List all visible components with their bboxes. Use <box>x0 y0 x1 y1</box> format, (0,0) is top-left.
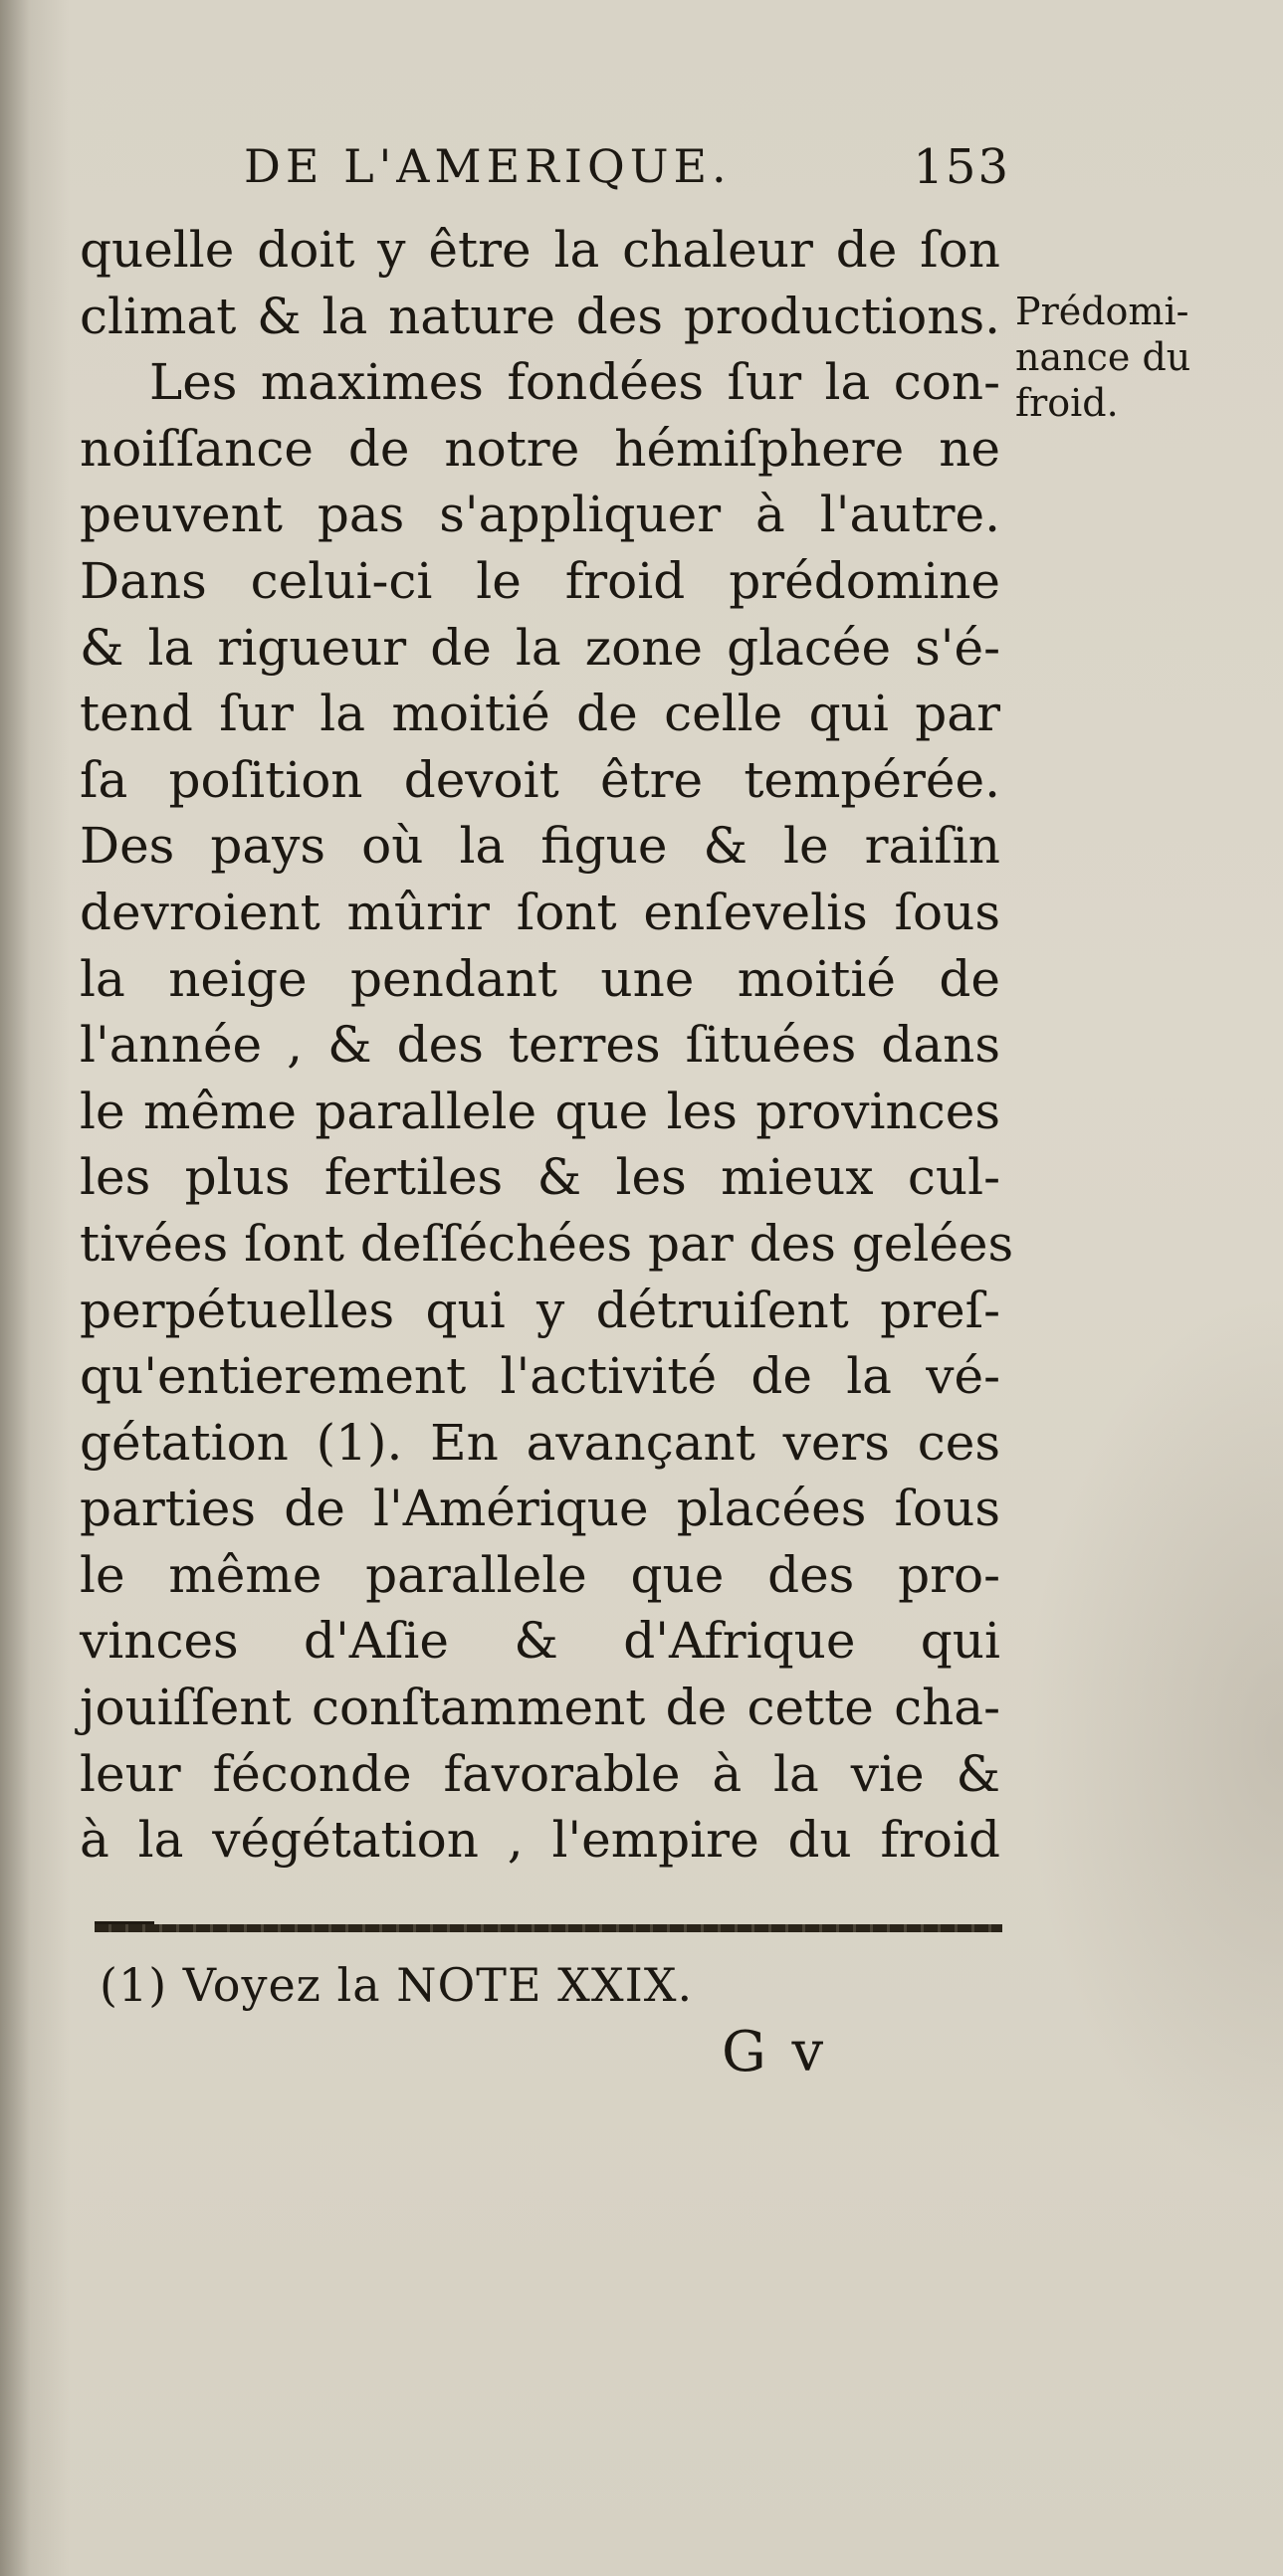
text-line: leur féconde favorable à la vie & <box>80 1744 1000 1803</box>
signature-mark: G v <box>722 2020 828 2084</box>
paragraph-first-line: Les maximes fondées ſur la con- <box>149 353 1000 412</box>
text-line: ſa poſition devoit être tempérée. <box>80 750 1000 809</box>
footnote: (1) Voyez la NOTE XXIX. <box>100 1958 694 2012</box>
text-line: l'année , & des terres ſituées dans <box>80 1016 1000 1075</box>
text-line: gétation (1). En avançant vers ces <box>80 1413 1000 1472</box>
text-line: le même parallele que des pro- <box>80 1545 1000 1604</box>
text-line: climat & la nature des productions. <box>80 287 1000 345</box>
text-line: quelle doit y être la chaleur de ſon <box>80 221 1000 279</box>
text-line: qu'entierement l'activité de la vé- <box>80 1347 1000 1406</box>
text-line: tivées ſont deſſéchées par des gelées <box>80 1214 1014 1273</box>
text-line: parties de l'Amérique placées ſous <box>80 1480 1000 1538</box>
text-line: le même parallele que les provinces <box>80 1082 1000 1140</box>
text-line: à la végétation , l'empire du froid <box>80 1811 1000 1870</box>
page-number: 153 <box>913 139 1010 195</box>
body-text <box>80 217 1014 1874</box>
text-line: les plus fertiles & les mieux cul- <box>80 1148 1000 1207</box>
text-line: Des pays où la figue & le raiſin <box>80 817 1000 876</box>
marginal-note-line: froid. <box>1015 381 1119 425</box>
text-line: peuvent pas s'appliquer à l'autre. <box>80 486 1000 544</box>
marginal-note-line: Prédomi- <box>1015 290 1189 333</box>
marginal-note <box>1015 289 1254 426</box>
text-line: devroient mûrir ſont enſevelis ſous <box>80 883 1000 941</box>
text-line: Dans celui-ci le froid prédomine <box>80 551 1000 610</box>
footnote-rule <box>95 1924 1002 1932</box>
text-line: jouiſſent conſtamment de cette cha- <box>80 1679 1000 1737</box>
running-head <box>244 139 1010 209</box>
text-line: la neige pendant une moitié de <box>80 949 1000 1008</box>
text-line: noiſſance de notre hémiſphere ne <box>80 419 1000 478</box>
text-line: tend ſur la moitié de celle qui par <box>80 685 1000 743</box>
running-head-title: DE L'AMERIQUE. <box>244 139 732 193</box>
text-line: perpétuelles qui y détruiſent preſ- <box>80 1281 1000 1339</box>
text-line: & la rigueur de la zone glacée s'é- <box>80 618 1000 677</box>
text-line: vinces d'Aſie & d'Afrique qui <box>80 1612 1000 1671</box>
marginal-note-line: nance du <box>1015 335 1191 379</box>
page-stain <box>1024 1293 1283 2189</box>
